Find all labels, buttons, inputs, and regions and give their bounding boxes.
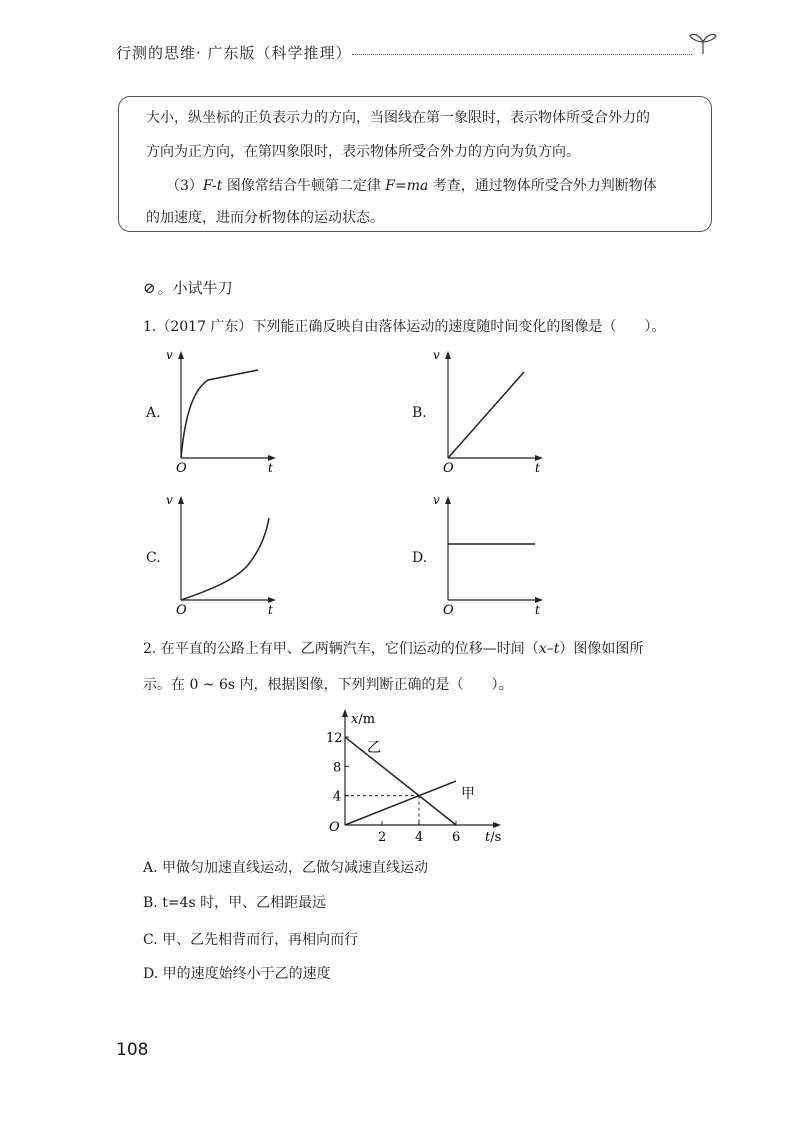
page-number: 108 xyxy=(116,1040,149,1060)
series-line-0 xyxy=(345,737,456,825)
header-rule xyxy=(352,54,692,55)
curve-c xyxy=(181,518,269,600)
note-box xyxy=(118,96,712,232)
origin-label: O xyxy=(443,461,454,475)
origin-label: O xyxy=(443,603,454,618)
origin-label: O xyxy=(176,603,187,618)
x-axis-label: t xyxy=(268,461,273,475)
sprout-icon xyxy=(688,30,718,56)
choice-a: A. 甲做匀加速直线运动，乙做匀减速直线运动 xyxy=(143,860,429,876)
series-label-yi: 乙 xyxy=(367,740,381,756)
note-line-4: 的加速度，进而分析物体的运动状态。 xyxy=(146,210,384,226)
section-icon: ⊘ xyxy=(143,279,156,297)
option-b-graph xyxy=(427,345,547,475)
y-arrow xyxy=(178,351,184,359)
running-header: 行测的思维· 广东版（科学推理） xyxy=(116,44,352,62)
x-axis-label: t/s xyxy=(485,830,502,845)
note-line-1: 大小，纵坐标的正负表示力的方向，当图线在第一象限时，表示物体所受合外力的 xyxy=(146,110,650,126)
y-tick-label: 8 xyxy=(333,760,342,776)
option-a-label: A. xyxy=(146,405,161,421)
series-group xyxy=(345,737,456,825)
section-title: 。小试牛刀 xyxy=(157,279,233,297)
x-axis-label: t xyxy=(268,603,273,617)
origin-label: O xyxy=(176,461,187,475)
x-axis-label: t xyxy=(535,461,540,475)
curve-a xyxy=(181,370,258,458)
option-c-label: C. xyxy=(146,550,161,566)
y-axis-label: x/m xyxy=(351,712,376,727)
note-line-2: 方向为正方向，在第四象限时，表示物体所受合外力的方向为负方向。 xyxy=(146,144,580,160)
option-b-label: B. xyxy=(412,405,427,421)
question-2-stem-line-1: 2. 在平直的公路上有甲、乙两辆汽车，它们运动的位移—时间（x–t）图像如图所 xyxy=(143,641,644,657)
x-arrow xyxy=(493,822,501,828)
y-axis-label: v xyxy=(166,348,173,362)
x-axis-label: t xyxy=(535,603,540,617)
option-d-graph xyxy=(427,490,547,620)
choice-d: D. 甲的速度始终小于乙的速度 xyxy=(143,966,331,982)
series-line-1 xyxy=(345,781,456,825)
option-d-label: D. xyxy=(412,550,428,566)
series-label-jia: 甲 xyxy=(461,786,475,802)
section-heading xyxy=(143,277,233,298)
x-tick-label: 4 xyxy=(415,830,424,845)
y-tick-label: 12 xyxy=(326,731,343,747)
y-arrow xyxy=(445,351,451,359)
question-1-stem: 1.（2017 广东）下列能正确反映自由落体运动的速度随时间变化的图像是（ ）。 xyxy=(143,319,666,335)
y-axis-label: v xyxy=(433,493,440,507)
note-line-3: （3）F-t 图像常结合牛顿第二定律 F=ma 考查，通过物体所受合外力判断物体 xyxy=(166,178,657,194)
choice-c: C. 甲、乙先相背而行，再相向而行 xyxy=(143,932,359,948)
y-axis-label: v xyxy=(166,493,173,507)
choice-b: B. t=4s 时，甲、乙相距最远 xyxy=(143,895,327,911)
y-arrow xyxy=(178,496,184,504)
x-tick-label: 6 xyxy=(452,830,461,845)
option-a-graph xyxy=(160,345,280,475)
question-2-stem-line-2: 示。在 0 ~ 6s 内，根据图像，下列判断正确的是（ ）。 xyxy=(143,677,513,693)
line-b xyxy=(448,372,524,458)
y-axis-label: v xyxy=(433,348,440,362)
y-tick-label: 4 xyxy=(333,789,342,805)
xt-chart xyxy=(315,705,515,850)
origin-label: O xyxy=(329,820,340,835)
x-tick-label: 2 xyxy=(378,830,387,845)
option-c-graph xyxy=(160,490,280,620)
y-arrow xyxy=(342,709,348,717)
y-arrow xyxy=(445,496,451,504)
